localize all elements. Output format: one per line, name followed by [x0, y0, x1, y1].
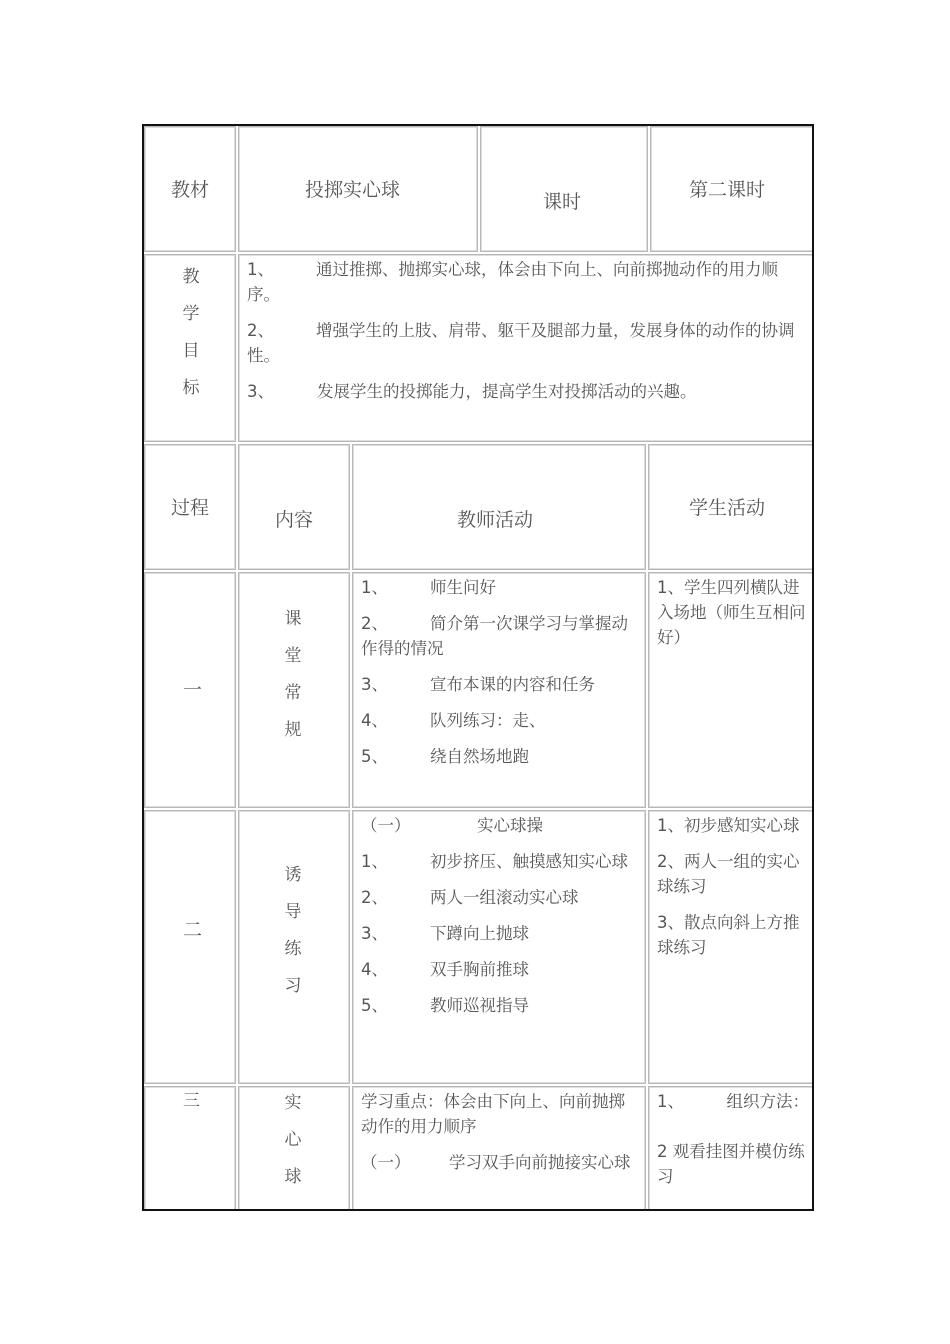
student-header: 学生活动 [689, 497, 766, 519]
teacher-item: 5、 绕自然场地跑 [361, 747, 529, 766]
row3-teacher-list [361, 1089, 641, 1186]
row1-teacher-list [361, 575, 641, 780]
teacher-item: 4、 队列练习：走、 [361, 711, 546, 730]
content-header: 内容 [275, 509, 314, 531]
material-label-cell [144, 126, 236, 252]
row1-student-cell [648, 572, 814, 808]
student-item: 1、初步感知实心球 [657, 816, 800, 835]
teacher-item: 5、 教师巡视指导 [361, 996, 529, 1015]
lesson-plan-table [142, 124, 814, 1211]
row1-process: 一 [183, 679, 203, 701]
material-value: 投掷实心球 [305, 179, 401, 201]
goals-list [247, 257, 809, 415]
row3-process-cell [144, 1086, 236, 1211]
material-value-cell [238, 126, 478, 252]
student-item: 2、两人一组的实心球练习 [657, 852, 800, 896]
row1-student-list [657, 575, 809, 661]
teacher-key-point: 学习重点：体会由下向上、向前抛掷动作的用力顺序 [361, 1092, 625, 1136]
goals-label-cell [144, 254, 236, 442]
period-value-cell [650, 126, 814, 252]
teacher-item: 4、 双手胸前推球 [361, 960, 529, 979]
teacher-item: （一） 学习双手向前抛接实心球 [361, 1153, 631, 1172]
row3-content: 实 心 球 [284, 1093, 302, 1187]
teacher-item: 3、 下蹲向上抛球 [361, 924, 529, 943]
teacher-item: 2、 简介第一次课学习与掌握动作得的情况 [361, 614, 628, 658]
row3-content-cell [238, 1086, 350, 1211]
content-header-cell [238, 444, 350, 570]
row2-process-cell [144, 810, 236, 1084]
row1-content-cell [238, 572, 350, 808]
row2-content: 诱 导 练 习 [284, 865, 302, 996]
row2-teacher-list [361, 813, 641, 1029]
process-header: 过程 [171, 497, 210, 519]
teacher-heading: （一） 实心球操 [361, 816, 543, 835]
period-value: 第二课时 [689, 179, 766, 201]
teacher-item: 3、 宣布本课的内容和任务 [361, 675, 595, 694]
period-label: 课时 [543, 191, 582, 213]
goal-item: 2、 增强学生的上肢、肩带、躯干及腿部力量，发展身体的动作的协调性。 [247, 321, 795, 365]
row3-student-cell [648, 1086, 814, 1211]
process-header-cell [144, 444, 236, 570]
student-header-cell [648, 444, 814, 570]
period-label-cell [480, 126, 648, 252]
row2-content-cell [238, 810, 350, 1084]
student-item: 1、学生四列横队进入场地（师生互相问好） [657, 578, 806, 647]
material-label: 教材 [171, 179, 210, 201]
teacher-item: 1、 初步挤压、触摸感知实心球 [361, 852, 628, 871]
teacher-item: 1、 师生问好 [361, 578, 496, 597]
row1-teacher-cell [352, 572, 646, 808]
row3-teacher-cell [352, 1086, 646, 1211]
row2-student-cell [648, 810, 814, 1084]
row2-student-list [657, 813, 809, 971]
row2-process: 二 [183, 919, 203, 941]
row1-process-cell [144, 572, 236, 808]
goal-item: 3、 发展学生的投掷能力，提高学生对投掷活动的兴趣。 [247, 382, 697, 401]
row1-content: 课 堂 常 规 [284, 609, 302, 740]
teacher-header-cell [352, 444, 646, 570]
goal-item: 1、 通过推掷、抛掷实心球，体会由下向上、向前掷抛动作的用力顺序。 [247, 260, 778, 304]
student-item: 3、散点向斜上方推球练习 [657, 913, 800, 957]
goals-content-cell [238, 254, 814, 442]
student-item: 2 观看挂图并模仿练习 [657, 1142, 805, 1186]
row3-process: 三 [183, 1091, 200, 1111]
student-item: 1、 组织方法： [657, 1092, 809, 1111]
teacher-header: 教师活动 [457, 509, 534, 531]
teacher-item: 2、 两人一组滚动实心球 [361, 888, 579, 907]
row3-student-list [657, 1089, 809, 1200]
row2-teacher-cell [352, 810, 646, 1084]
goals-label: 教 学 目 标 [182, 267, 200, 398]
